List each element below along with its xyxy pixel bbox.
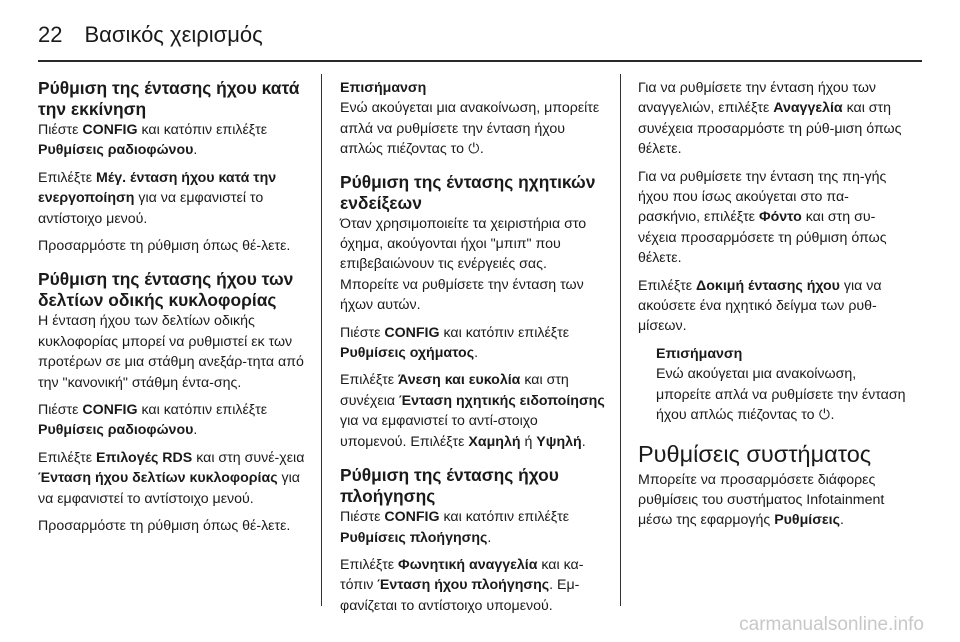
menu-ref: Ρυθμίσεις οχήματος	[340, 345, 475, 362]
paragraph: Πιέστε CONFIG και κατόπιν επιλέξτε Ρυθμίσεις πλοήγησης.	[340, 509, 570, 546]
column-divider-1	[321, 74, 322, 606]
note-title: Επισήμανση	[656, 345, 743, 362]
paragraph: Για να ρυθμίσετε την ένταση ήχου των αναγγελιών, επιλέξτε Αναγγελία και στη συνέχεια προσαρμόστε τη ρύθ-μιση όπως θέλετε.	[638, 80, 902, 158]
page-title: Βασικός χειρισμός	[84, 22, 263, 47]
paragraph: Όταν χρησιμοποιείτε τα χειριστήρια στο όχημα, ακούγονται ήχοι "μπιπ" που επιβεβαιώνουν τις ενέργειές σας. Μπορείτε να ρυθμίσετε την ένταση των ήχων αυτών.	[340, 215, 587, 314]
paragraph: Επιλέξτε Φωνητική αναγγελία και κα-τόπιν Ένταση ήχου πλοήγησης. Εμ-φανίζεται το αντίστοιχο υπομενού.	[340, 556, 584, 614]
paragraph: Πιέστε CONFIG και κατόπιν επιλέξτε Ρυθμίσεις οχήματος.	[340, 324, 570, 362]
section-heading-navigation-volume: Ρύθμιση της έντασης ήχου πλοήγησης	[340, 465, 559, 507]
section-heading-system-settings: Ρυθμίσεις συστήματος	[638, 440, 872, 467]
menu-ref: Δοκιμή έντασης ήχου	[696, 277, 840, 294]
header-rule	[38, 60, 922, 62]
paragraph: Η ένταση ήχου των δελτίων οδικής κυκλοφορίας μπορεί να ρυθμιστεί εκ των προτέρων σε μια στάθμη ανεξάρ-τητα από την "κανονική" στάθμη έντα-σης.	[38, 313, 304, 391]
paragraph: Πιέστε CONFIG και κατόπιν επιλέξτε Ρυθμίσεις ραδιοφώνου.	[38, 122, 268, 159]
power-icon: ⏻	[468, 141, 480, 158]
note-title: Επισήμανση	[340, 80, 427, 96]
column-1	[38, 78, 306, 544]
menu-ref: Φόντο	[758, 209, 802, 226]
menu-ref: Ρυθμίσεις ραδιοφώνου	[38, 142, 194, 159]
section-heading-startup-volume: Ρύθμιση της έντασης ήχου κατά την εκκίνηση	[38, 78, 300, 119]
option-ref: Χαμηλή	[468, 433, 521, 450]
menu-ref: Άνεση και ευκολία	[398, 372, 521, 389]
watermark: carmanualsonline.info	[739, 614, 924, 635]
config-button-ref: CONFIG	[384, 509, 440, 526]
config-button-ref: CONFIG	[384, 324, 440, 341]
paragraph: Προσαρμόστε τη ρύθμιση όπως θέ-λετε.	[38, 238, 291, 255]
paragraph: Επιλέξτε Μέγ. ένταση ήχου κατά την ενεργοποίηση για να εμφανιστεί το αντίστοιχο μενού.	[38, 169, 277, 227]
menu-ref: Επιλογές RDS	[96, 449, 193, 466]
paragraph: Επιλέξτε Δοκιμή έντασης ήχου για να ακούσετε ένα ηχητικό δείγμα των ρυθ-μίσεων.	[638, 277, 882, 335]
menu-ref: Μέγ. ένταση ήχου κατά την ενεργοποίηση	[38, 169, 277, 207]
column-2	[340, 78, 608, 623]
menu-ref: Φωνητική αναγγελία	[398, 556, 538, 573]
note-text: Ενώ ακούγεται μια ανακοίνωση, μπορείτε απλά να ρυθμίσετε την ένταση ήχου απλώς πιέζοντας το ⏻.	[656, 364, 908, 425]
section-heading-traffic-volume: Ρύθμιση της έντασης ήχου των δελτίων οδικής κυκλοφορίας	[38, 269, 294, 311]
power-icon: ⏻	[818, 407, 831, 424]
menu-ref: Ρυθμίσεις ραδιοφώνου	[38, 422, 194, 439]
note-box	[656, 344, 908, 426]
paragraph: Επιλέξτε Επιλογές RDS και στη συνέ-χεια Ένταση ήχου δελτίων κυκλοφορίας για να εμφανιστεί το αντίστοιχο μενού.	[38, 449, 305, 507]
menu-ref: Ένταση ήχου δελτίων κυκλοφορίας	[38, 470, 278, 487]
menu-ref: Αναγγελία	[773, 100, 843, 117]
section-heading-beep-volume: Ρύθμιση της έντασης ηχητικών ενδείξεων	[340, 171, 596, 213]
page-header	[38, 14, 263, 56]
paragraph: Προσαρμόστε τη ρύθμιση όπως θέ-λετε.	[38, 518, 291, 535]
option-ref: Υψηλή	[536, 433, 582, 450]
paragraph: Μπορείτε να προσαρμόσετε διάφορες ρυθμίσεις του συστήματος Infotainment μέσω της εφαρμογής Ρυθμίσεις.	[638, 471, 885, 529]
paragraph: Πιέστε CONFIG και κατόπιν επιλέξτε Ρυθμίσεις ραδιοφώνου.	[38, 402, 268, 439]
config-button-ref: CONFIG	[82, 122, 138, 138]
column-3	[638, 78, 908, 538]
menu-ref: Ρυθμίσεις πλοήγησης	[340, 529, 488, 546]
note-text: Ενώ ακούγεται μια ανακοίνωση, μπορείτε απλά να ρυθμίσετε την ένταση ήχου απλώς πιέζοντας το ⏻.	[340, 98, 608, 159]
note-box	[340, 78, 608, 160]
paragraph: Για να ρυθμίσετε την ένταση της πη-γής ήχου που ίσως ακούγεται στο πα-ρασκήνιο, επιλέξτε Φόντο και στη συ-νέχεια προσαρμόσετε τη ρύθμιση όπως θέλετε.	[638, 168, 887, 267]
menu-ref: Ένταση ηχητικής ειδοποίησης	[399, 392, 605, 409]
page-number: 22	[38, 22, 63, 47]
app-ref: Ρυθμίσεις	[774, 512, 840, 529]
paragraph: Επιλέξτε Άνεση και ευκολία και στη συνέχεια Ένταση ηχητικής ειδοποίησης για να εμφανιστεί το αντί-στοιχο υπομενού. Επιλέξτε Χαμηλή ή Υψηλή.	[340, 372, 605, 450]
menu-ref: Ένταση ήχου πλοήγησης	[377, 577, 550, 594]
column-divider-2	[620, 74, 621, 606]
config-button-ref: CONFIG	[82, 402, 138, 419]
